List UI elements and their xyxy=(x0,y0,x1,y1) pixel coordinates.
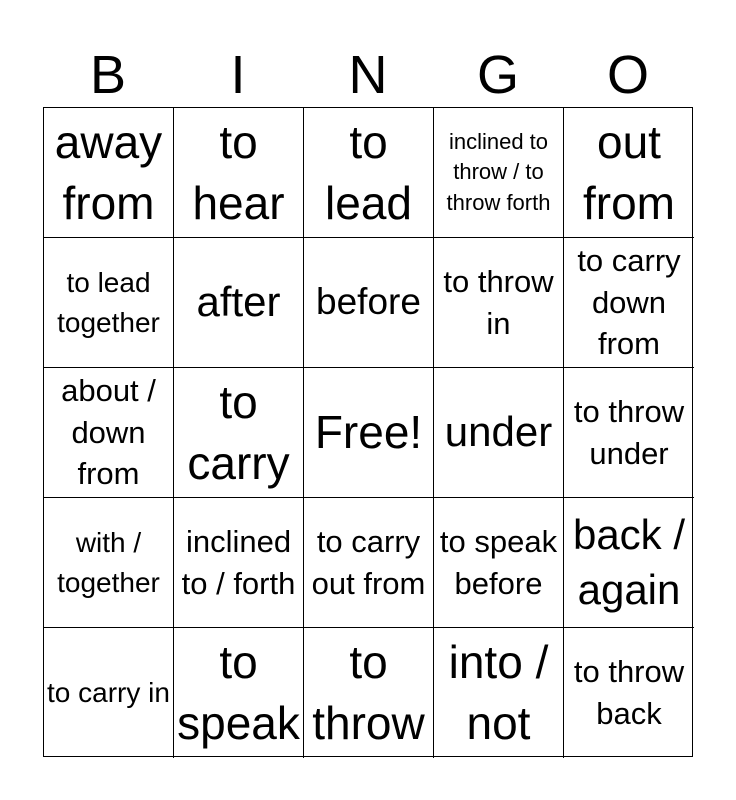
bingo-cell[interactable] xyxy=(304,108,434,238)
cell-text: to hear xyxy=(192,115,285,229)
cell-text: Free! xyxy=(314,406,423,459)
bingo-cell[interactable] xyxy=(564,628,694,758)
cell-text: inclined to / forth xyxy=(181,523,296,601)
bingo-cell[interactable] xyxy=(304,498,434,628)
free-space[interactable] xyxy=(304,368,434,498)
bingo-cell[interactable] xyxy=(174,498,304,628)
cell-text: about / down from xyxy=(61,372,156,492)
cell-text: to throw in xyxy=(443,263,554,341)
cell-text: back / again xyxy=(572,510,686,613)
bingo-cell[interactable] xyxy=(174,108,304,238)
bingo-cell[interactable] xyxy=(44,368,174,498)
bingo-cell[interactable] xyxy=(434,238,564,368)
cell-text: out from xyxy=(583,115,675,229)
bingo-cell[interactable] xyxy=(174,628,304,758)
bingo-cell[interactable] xyxy=(434,628,564,758)
bingo-cell[interactable] xyxy=(564,238,694,368)
cell-text: to lead together xyxy=(57,267,160,338)
bingo-cell[interactable] xyxy=(434,498,564,628)
cell-text: to carry in xyxy=(47,677,170,709)
bingo-cell[interactable] xyxy=(304,238,434,368)
bingo-cell[interactable] xyxy=(434,368,564,498)
bingo-cell[interactable] xyxy=(564,368,694,498)
cell-text: to speak xyxy=(177,636,300,749)
bingo-cell[interactable] xyxy=(564,498,694,628)
bingo-header xyxy=(43,44,693,106)
cell-text: to carry xyxy=(187,375,290,489)
bingo-cell[interactable] xyxy=(304,628,434,758)
cell-text: to carry down from xyxy=(577,242,681,362)
header-letter-g: G xyxy=(476,45,519,105)
cell-text: to throw back xyxy=(573,654,685,731)
cell-text: into / not xyxy=(448,636,549,749)
header-letter-b: B xyxy=(89,45,127,105)
cell-text: to lead xyxy=(325,115,412,229)
cell-text: before xyxy=(316,281,421,323)
bingo-card xyxy=(43,107,693,757)
header-letter-o: O xyxy=(606,45,649,105)
cell-text: to carry out from xyxy=(311,523,426,601)
header-letter-i: I xyxy=(230,45,246,105)
cell-text: with / together xyxy=(57,527,160,598)
cell-text: to throw under xyxy=(573,393,685,471)
cell-text: to speak before xyxy=(439,523,558,601)
bingo-cell[interactable] xyxy=(44,628,174,758)
bingo-cell[interactable] xyxy=(44,108,174,238)
bingo-cell[interactable] xyxy=(434,108,564,238)
cell-text: away from xyxy=(54,115,163,229)
bingo-cell[interactable] xyxy=(174,368,304,498)
header-letter-n: N xyxy=(348,45,388,105)
cell-text: after xyxy=(196,278,281,326)
cell-text: under xyxy=(444,408,553,456)
cell-text: to throw xyxy=(312,636,425,749)
bingo-cell[interactable] xyxy=(44,238,174,368)
cell-text: inclined to throw / to throw forth xyxy=(446,128,551,215)
bingo-cell[interactable] xyxy=(174,238,304,368)
bingo-cell[interactable] xyxy=(564,108,694,238)
bingo-cell[interactable] xyxy=(44,498,174,628)
